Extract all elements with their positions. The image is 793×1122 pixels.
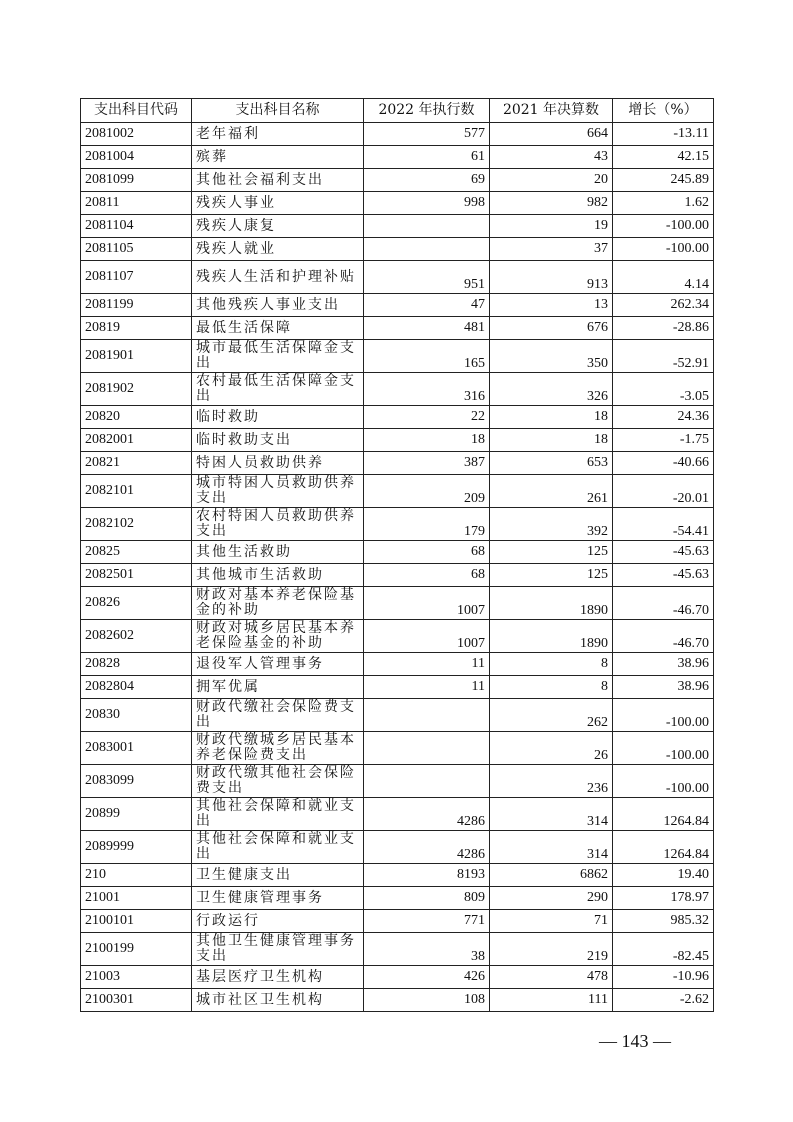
cell-code: 2081902 bbox=[81, 373, 192, 406]
cell-2022: 951 bbox=[364, 261, 490, 294]
cell-code: 2081199 bbox=[81, 294, 192, 317]
cell-2021: 236 bbox=[490, 765, 613, 798]
table-body bbox=[81, 123, 714, 1012]
cell-2022 bbox=[364, 732, 490, 765]
cell-growth: -100.00 bbox=[613, 732, 714, 765]
cell-growth: 42.15 bbox=[613, 146, 714, 169]
cell-name: 特困人员救助供养 bbox=[192, 452, 364, 475]
cell-2022: 68 bbox=[364, 564, 490, 587]
cell-name: 其他残疾人事业支出 bbox=[192, 294, 364, 317]
cell-code: 20811 bbox=[81, 192, 192, 215]
cell-name: 其他社会保障和就业支出 bbox=[192, 831, 364, 864]
table-row bbox=[81, 989, 714, 1012]
cell-growth: 24.36 bbox=[613, 406, 714, 429]
cell-growth: 38.96 bbox=[613, 653, 714, 676]
cell-name: 最低生活保障 bbox=[192, 317, 364, 340]
cell-code: 20819 bbox=[81, 317, 192, 340]
table-row bbox=[81, 373, 714, 406]
cell-code: 2081004 bbox=[81, 146, 192, 169]
cell-2022: 809 bbox=[364, 887, 490, 910]
cell-code: 20826 bbox=[81, 587, 192, 620]
cell-growth: -45.63 bbox=[613, 541, 714, 564]
cell-code: 2089999 bbox=[81, 831, 192, 864]
cell-code: 2081099 bbox=[81, 169, 192, 192]
table-row bbox=[81, 340, 714, 373]
table-row bbox=[81, 429, 714, 452]
cell-2022: 771 bbox=[364, 910, 490, 933]
cell-code: 2082102 bbox=[81, 508, 192, 541]
cell-name: 拥军优属 bbox=[192, 676, 364, 699]
cell-2021: 314 bbox=[490, 798, 613, 831]
cell-2022: 11 bbox=[364, 676, 490, 699]
cell-code: 20830 bbox=[81, 699, 192, 732]
table-row bbox=[81, 699, 714, 732]
cell-growth: -10.96 bbox=[613, 966, 714, 989]
table-row bbox=[81, 146, 714, 169]
cell-code: 20821 bbox=[81, 452, 192, 475]
cell-growth: 245.89 bbox=[613, 169, 714, 192]
cell-growth: -1.75 bbox=[613, 429, 714, 452]
cell-growth: -40.66 bbox=[613, 452, 714, 475]
cell-growth: 1264.84 bbox=[613, 798, 714, 831]
table-row bbox=[81, 887, 714, 910]
cell-2021: 8 bbox=[490, 676, 613, 699]
cell-2022: 69 bbox=[364, 169, 490, 192]
cell-code: 2081105 bbox=[81, 238, 192, 261]
cell-name: 城市特困人员救助供养支出 bbox=[192, 475, 364, 508]
table-row bbox=[81, 238, 714, 261]
table-row bbox=[81, 864, 714, 887]
cell-code: 2081901 bbox=[81, 340, 192, 373]
cell-2022: 426 bbox=[364, 966, 490, 989]
cell-name: 财政对基本养老保险基金的补助 bbox=[192, 587, 364, 620]
table-row bbox=[81, 676, 714, 699]
cell-code: 2082501 bbox=[81, 564, 192, 587]
cell-2022 bbox=[364, 215, 490, 238]
table-row bbox=[81, 765, 714, 798]
cell-code: 2083099 bbox=[81, 765, 192, 798]
header-code: 支出科目代码 bbox=[81, 99, 192, 123]
page-number: — 143 — bbox=[599, 1031, 671, 1051]
cell-growth: -3.05 bbox=[613, 373, 714, 406]
cell-name: 其他生活救助 bbox=[192, 541, 364, 564]
cell-2022: 209 bbox=[364, 475, 490, 508]
cell-2022: 1007 bbox=[364, 620, 490, 653]
header-2021: 2021 年决算数 bbox=[490, 99, 613, 123]
cell-2021: 392 bbox=[490, 508, 613, 541]
cell-2022: 4286 bbox=[364, 798, 490, 831]
header-name: 支出科目名称 bbox=[192, 99, 364, 123]
cell-2021: 314 bbox=[490, 831, 613, 864]
cell-code: 2100101 bbox=[81, 910, 192, 933]
cell-2021: 125 bbox=[490, 564, 613, 587]
cell-2022: 1007 bbox=[364, 587, 490, 620]
cell-growth: -82.45 bbox=[613, 933, 714, 966]
table-row bbox=[81, 831, 714, 864]
cell-name: 退役军人管理事务 bbox=[192, 653, 364, 676]
cell-name: 财政代缴其他社会保险费支出 bbox=[192, 765, 364, 798]
cell-2022: 577 bbox=[364, 123, 490, 146]
table-row bbox=[81, 653, 714, 676]
cell-code: 2082804 bbox=[81, 676, 192, 699]
cell-growth: -52.91 bbox=[613, 340, 714, 373]
cell-name: 农村最低生活保障金支出 bbox=[192, 373, 364, 406]
cell-name: 残疾人康复 bbox=[192, 215, 364, 238]
cell-name: 财政代缴城乡居民基本养老保险费支出 bbox=[192, 732, 364, 765]
cell-2021: 13 bbox=[490, 294, 613, 317]
cell-2021: 290 bbox=[490, 887, 613, 910]
cell-2021: 20 bbox=[490, 169, 613, 192]
cell-name: 行政运行 bbox=[192, 910, 364, 933]
table-row bbox=[81, 452, 714, 475]
cell-name: 城市最低生活保障金支出 bbox=[192, 340, 364, 373]
cell-2021: 71 bbox=[490, 910, 613, 933]
cell-2021: 219 bbox=[490, 933, 613, 966]
cell-2022 bbox=[364, 765, 490, 798]
cell-2022: 61 bbox=[364, 146, 490, 169]
cell-code: 2082101 bbox=[81, 475, 192, 508]
table-row bbox=[81, 294, 714, 317]
cell-2021: 262 bbox=[490, 699, 613, 732]
cell-name: 卫生健康管理事务 bbox=[192, 887, 364, 910]
cell-code: 20825 bbox=[81, 541, 192, 564]
cell-growth: -100.00 bbox=[613, 699, 714, 732]
cell-2021: 37 bbox=[490, 238, 613, 261]
cell-2021: 19 bbox=[490, 215, 613, 238]
cell-name: 基层医疗卫生机构 bbox=[192, 966, 364, 989]
table-row bbox=[81, 620, 714, 653]
cell-2021: 326 bbox=[490, 373, 613, 406]
table-row bbox=[81, 541, 714, 564]
cell-2021: 676 bbox=[490, 317, 613, 340]
cell-name: 财政对城乡居民基本养老保险基金的补助 bbox=[192, 620, 364, 653]
table-row bbox=[81, 732, 714, 765]
cell-name: 财政代缴社会保险费支出 bbox=[192, 699, 364, 732]
cell-growth: -45.63 bbox=[613, 564, 714, 587]
cell-2021: 18 bbox=[490, 429, 613, 452]
cell-growth: -13.11 bbox=[613, 123, 714, 146]
cell-code: 2100199 bbox=[81, 933, 192, 966]
cell-2022: 387 bbox=[364, 452, 490, 475]
cell-2022: 108 bbox=[364, 989, 490, 1012]
cell-2022: 4286 bbox=[364, 831, 490, 864]
cell-name: 殡葬 bbox=[192, 146, 364, 169]
cell-2022 bbox=[364, 238, 490, 261]
cell-2022: 38 bbox=[364, 933, 490, 966]
cell-code: 2100301 bbox=[81, 989, 192, 1012]
cell-name: 残疾人生活和护理补贴 bbox=[192, 261, 364, 294]
cell-2022: 68 bbox=[364, 541, 490, 564]
table-row bbox=[81, 475, 714, 508]
cell-2022: 8193 bbox=[364, 864, 490, 887]
cell-name: 城市社区卫生机构 bbox=[192, 989, 364, 1012]
table-row bbox=[81, 406, 714, 429]
cell-2021: 261 bbox=[490, 475, 613, 508]
cell-2021: 1890 bbox=[490, 620, 613, 653]
cell-growth: 19.40 bbox=[613, 864, 714, 887]
expenditure-table bbox=[80, 98, 714, 1012]
cell-2022: 11 bbox=[364, 653, 490, 676]
cell-2021: 8 bbox=[490, 653, 613, 676]
cell-2021: 478 bbox=[490, 966, 613, 989]
cell-code: 2082001 bbox=[81, 429, 192, 452]
cell-code: 2081107 bbox=[81, 261, 192, 294]
cell-name: 残疾人就业 bbox=[192, 238, 364, 261]
cell-code: 21001 bbox=[81, 887, 192, 910]
cell-2022 bbox=[364, 699, 490, 732]
cell-growth: 178.97 bbox=[613, 887, 714, 910]
table-row bbox=[81, 508, 714, 541]
cell-2022: 481 bbox=[364, 317, 490, 340]
cell-code: 20820 bbox=[81, 406, 192, 429]
cell-2021: 653 bbox=[490, 452, 613, 475]
table-row bbox=[81, 192, 714, 215]
cell-2022: 316 bbox=[364, 373, 490, 406]
cell-name: 农村特困人员救助供养支出 bbox=[192, 508, 364, 541]
cell-growth: -46.70 bbox=[613, 587, 714, 620]
cell-name: 临时救助支出 bbox=[192, 429, 364, 452]
table-header-row bbox=[81, 99, 714, 123]
cell-growth: -20.01 bbox=[613, 475, 714, 508]
cell-name: 临时救助 bbox=[192, 406, 364, 429]
cell-2021: 18 bbox=[490, 406, 613, 429]
table-row bbox=[81, 261, 714, 294]
cell-growth: 4.14 bbox=[613, 261, 714, 294]
cell-code: 2081002 bbox=[81, 123, 192, 146]
cell-growth: 1.62 bbox=[613, 192, 714, 215]
cell-name: 其他卫生健康管理事务支出 bbox=[192, 933, 364, 966]
cell-code: 20899 bbox=[81, 798, 192, 831]
cell-2021: 350 bbox=[490, 340, 613, 373]
cell-growth: 38.96 bbox=[613, 676, 714, 699]
cell-code: 21003 bbox=[81, 966, 192, 989]
cell-name: 其他城市生活救助 bbox=[192, 564, 364, 587]
cell-name: 卫生健康支出 bbox=[192, 864, 364, 887]
table-row bbox=[81, 123, 714, 146]
cell-2021: 664 bbox=[490, 123, 613, 146]
header-growth: 增长（%） bbox=[613, 99, 714, 123]
cell-2022: 22 bbox=[364, 406, 490, 429]
cell-2021: 1890 bbox=[490, 587, 613, 620]
cell-code: 2081104 bbox=[81, 215, 192, 238]
cell-growth: -100.00 bbox=[613, 238, 714, 261]
cell-code: 20828 bbox=[81, 653, 192, 676]
cell-growth: -28.86 bbox=[613, 317, 714, 340]
cell-name: 老年福利 bbox=[192, 123, 364, 146]
cell-growth: -46.70 bbox=[613, 620, 714, 653]
cell-2021: 913 bbox=[490, 261, 613, 294]
cell-growth: 262.34 bbox=[613, 294, 714, 317]
cell-growth: 1264.84 bbox=[613, 831, 714, 864]
table-row bbox=[81, 798, 714, 831]
cell-growth: -2.62 bbox=[613, 989, 714, 1012]
table-row bbox=[81, 933, 714, 966]
cell-2021: 982 bbox=[490, 192, 613, 215]
table-row bbox=[81, 317, 714, 340]
table-row bbox=[81, 564, 714, 587]
table-row bbox=[81, 966, 714, 989]
cell-2021: 6862 bbox=[490, 864, 613, 887]
table-row bbox=[81, 169, 714, 192]
table-row bbox=[81, 215, 714, 238]
cell-2022: 165 bbox=[364, 340, 490, 373]
cell-2021: 111 bbox=[490, 989, 613, 1012]
cell-growth: -54.41 bbox=[613, 508, 714, 541]
cell-name: 残疾人事业 bbox=[192, 192, 364, 215]
cell-name: 其他社会保障和就业支出 bbox=[192, 798, 364, 831]
cell-2022: 179 bbox=[364, 508, 490, 541]
cell-code: 2082602 bbox=[81, 620, 192, 653]
header-2022: 2022 年执行数 bbox=[364, 99, 490, 123]
cell-code: 2083001 bbox=[81, 732, 192, 765]
cell-2021: 43 bbox=[490, 146, 613, 169]
cell-2022: 18 bbox=[364, 429, 490, 452]
cell-2021: 125 bbox=[490, 541, 613, 564]
cell-name: 其他社会福利支出 bbox=[192, 169, 364, 192]
table-row bbox=[81, 587, 714, 620]
cell-2021: 26 bbox=[490, 732, 613, 765]
table-row bbox=[81, 910, 714, 933]
cell-growth: 985.32 bbox=[613, 910, 714, 933]
cell-code: 210 bbox=[81, 864, 192, 887]
cell-growth: -100.00 bbox=[613, 215, 714, 238]
cell-2022: 47 bbox=[364, 294, 490, 317]
cell-growth: -100.00 bbox=[613, 765, 714, 798]
cell-2022: 998 bbox=[364, 192, 490, 215]
